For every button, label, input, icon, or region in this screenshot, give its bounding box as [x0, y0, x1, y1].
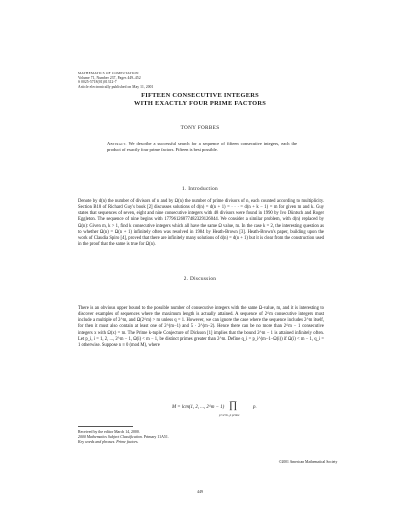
publication-date: Article electronically published on May 11, 2001: [78, 84, 154, 89]
section-2-body: There is an obvious upper bound to the possible number of consecutive integers with the same Ω-value, m, and it is interesting to discover examples of sequences where the maximum length is actually attained. A sequence of 2^m consecutive integers must include a multiple of 2^m, and Ω(2^m) > m unless q = 1. However, we can ignore the case where the sequence includes 2^m itself, for then it must also contain at least one of 2^(m−1) and 5 · 2^(m−2). Hence there can be no more than 2^m − 1 consecutive integers x with Ω(x) = m. The Prime k-tuple Conjecture of Dickson [1] implies that the bound 2^m − 1 is attained infinitely often. Let p_i, i = 1, 2, ..., 2^m − 1, Ω(i) < m − 1, be distinct primes greater than 2^m. Define q_i = p_i^(m−1−Ω(i)) if Ω(i) < m − 1, q_i = 1 otherwise. Suppose n ≡ 0 (mod M), where: [78, 306, 324, 348]
title-line-1: FIFTEEN CONSECUTIVE INTEGERS: [141, 92, 259, 99]
section-2-heading: 2. Discussion: [183, 276, 217, 282]
author-name: TONY FORBES: [180, 125, 220, 131]
classification-label: 2000 Mathematics Subject Classification.: [78, 435, 143, 440]
journal-name: MATHEMATICS OF COMPUTATION: [78, 71, 139, 75]
footnotes: [78, 426, 324, 445]
abstract: [107, 141, 297, 153]
received-note: Received by the editor March 14, 2000.: [78, 430, 140, 434]
journal-issn: S 0025-5718(01)01312-7: [78, 80, 117, 85]
journal-header: [78, 71, 153, 89]
section-1-heading: 1. Introduction: [182, 186, 218, 192]
formula-lhs: M = lcm(1, 2, ..., 2^m − 1): [172, 405, 225, 410]
title-line-2: WITH EXACTLY FOUR PRIME FACTORS: [133, 100, 267, 108]
copyright-notice: [258, 460, 358, 465]
keywords-note: Key words and phrases. Prime factors.: [78, 440, 139, 445]
product-subscript: p<2^m, p prime: [219, 413, 240, 417]
abstract-text: We describe a successful search for a sequence of fifteen consecutive integers, each the product of exactly four prime factors. Fifteen is best possible.: [107, 141, 298, 153]
paper-title: [0, 92, 400, 109]
formula-rhs: p.: [253, 405, 257, 410]
display-formula: [0, 400, 400, 421]
abstract-label: Abstract.: [107, 141, 127, 146]
journal-volume: Volume 71, Number 237, Pages 449–452: [78, 75, 141, 80]
section-1-body: Denote by d(n) the number of divisors of n and by Ω(n) the number of prime divisors of n, each counted according to multiplicity. Section B18 of Richard Guy's book [2] discusses solutions of d(n) = d(n + 1) = · · · = d(n + k − 1) = m for given m and k. Guy states that sequences of seven, eight and nine consecutive integers with 48 divisors were found in 1990 by Ivo Düntsch and Roger Eggleton. The sequence of nine begins with 17796126877482329126044. We consider a similar problem, with d(n) replaced by Ω(n): Given m, k > 1, find k consecutive integers which all have the same Ω value, m. In the case k = 2, the interesting question as to whether Ω(n) = Ω(n + 1) infinitely often was resolved in 1984 by Heath-Brown [3]. Heath-Brown's paper, building upon the work of Claudia Spiro [4], proved that there are infinitely many solutions of d(n) = d(n + 1) but it is clear from the construction used in the proof that the same is true for Ω(n).: [78, 199, 324, 248]
classification-value: Primary 11A51.: [143, 435, 169, 440]
product-symbol: ∏: [229, 400, 238, 411]
footnote-rule: [78, 426, 133, 427]
copyright-line: ©2001 American Mathematical Society: [278, 460, 338, 464]
page-number: 449: [197, 489, 203, 494]
